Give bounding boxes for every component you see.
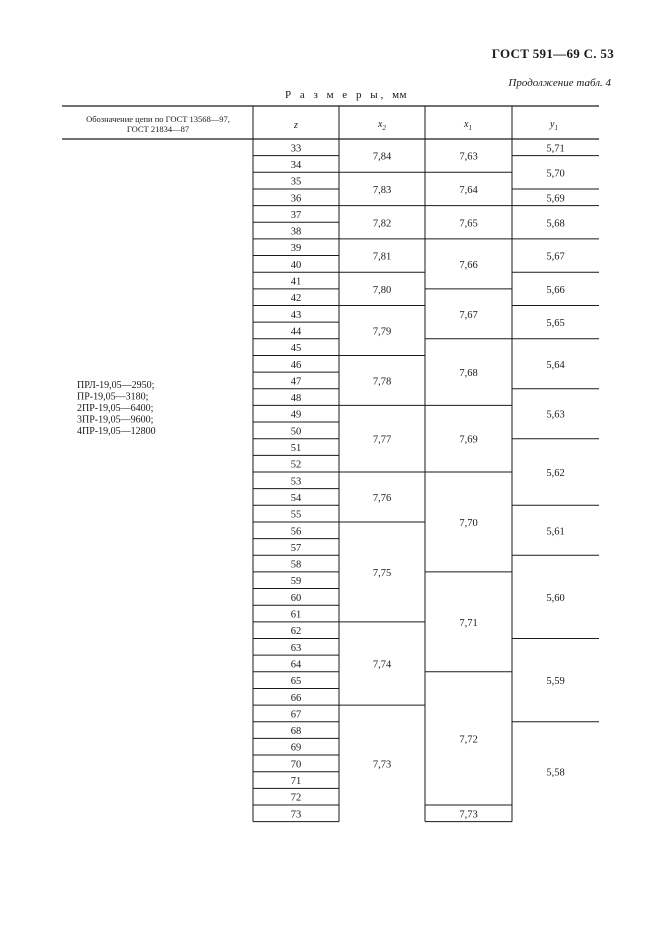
x2-value: 7,78 xyxy=(372,376,392,388)
chain-designations xyxy=(77,380,156,437)
y1-value: 5,60 xyxy=(546,592,565,604)
designation-line: 3ПР-19,05—9600; xyxy=(77,414,154,426)
z-value: 55 xyxy=(290,509,302,521)
z-value: 40 xyxy=(290,259,302,271)
x1-header xyxy=(463,119,472,132)
x1-value: 7,70 xyxy=(459,517,478,529)
z-value: 69 xyxy=(290,742,302,754)
y1-value: 5,69 xyxy=(546,193,565,205)
x1-value: 7,64 xyxy=(459,184,478,196)
x2-value: 7,75 xyxy=(372,567,392,579)
z-value: 37 xyxy=(290,209,302,221)
designation-line: ПРЛ-19,05—2950; xyxy=(77,380,155,391)
z-value: 33 xyxy=(290,143,302,155)
x2-value: 7,82 xyxy=(372,218,392,230)
x2-value: 7,76 xyxy=(372,492,392,504)
z-value: 65 xyxy=(290,676,302,688)
x1-value: 7,68 xyxy=(459,368,478,380)
z-value: 35 xyxy=(290,176,302,188)
y1-value: 5,71 xyxy=(546,143,565,155)
x1-header-letter: x xyxy=(464,119,469,130)
z-value: 62 xyxy=(290,626,302,638)
y1-value: 5,61 xyxy=(546,526,565,538)
x1-value: 7,73 xyxy=(459,809,478,821)
z-value: 43 xyxy=(290,309,302,321)
z-value: 36 xyxy=(290,193,302,205)
z-header: z xyxy=(294,120,298,131)
z-value: 59 xyxy=(290,576,302,588)
x1-value: 7,66 xyxy=(459,259,478,271)
z-value: 50 xyxy=(290,426,302,438)
x1-value: 7,67 xyxy=(459,309,478,321)
z-value: 58 xyxy=(290,559,302,571)
z-value: 34 xyxy=(290,159,302,171)
designation-line: ПР-19,05—3180; xyxy=(77,391,149,403)
z-value: 68 xyxy=(290,726,302,738)
z-value: 64 xyxy=(290,659,302,671)
z-value: 66 xyxy=(290,692,302,704)
z-value: 48 xyxy=(290,393,302,405)
x2-value: 7,73 xyxy=(372,759,392,771)
z-value: 42 xyxy=(290,293,302,305)
x2-value: 7,77 xyxy=(372,434,392,446)
y1-header xyxy=(549,119,558,132)
x1-value: 7,72 xyxy=(459,734,478,746)
designation-line: 2ПР-19,05—6400; xyxy=(77,403,154,414)
x2-header xyxy=(377,119,386,132)
z-value: 45 xyxy=(290,343,302,355)
designation-line: 4ПР-19,05—12800 xyxy=(77,426,156,437)
dimensions-unit: мм xyxy=(392,89,408,101)
y1-value: 5,67 xyxy=(546,251,565,263)
x2-value: 7,80 xyxy=(372,284,392,296)
designation-header: Обозначение цепи по ГОСТ 13568—97, xyxy=(86,114,230,124)
z-value: 39 xyxy=(290,243,302,255)
y1-header-sub: 1 xyxy=(554,124,558,132)
z-value: 72 xyxy=(290,792,302,804)
y1-value: 5,65 xyxy=(546,318,565,330)
z-value: 53 xyxy=(290,476,302,488)
y1-header-letter: y xyxy=(550,119,555,130)
y1-value: 5,63 xyxy=(546,409,565,421)
z-value: 46 xyxy=(290,359,302,371)
z-value: 56 xyxy=(290,526,302,538)
z-value: 73 xyxy=(290,809,302,821)
y1-value: 5,66 xyxy=(546,284,565,296)
x2-value: 7,74 xyxy=(372,659,392,671)
z-value: 57 xyxy=(290,542,302,554)
x1-header-sub: 1 xyxy=(468,124,472,132)
y1-value: 5,70 xyxy=(546,168,565,180)
y1-value: 5,64 xyxy=(546,359,565,371)
z-value: 52 xyxy=(290,459,302,471)
y1-value: 5,58 xyxy=(546,767,565,779)
z-value: 61 xyxy=(290,609,302,621)
z-value: 44 xyxy=(290,326,302,338)
z-value: 70 xyxy=(290,759,302,771)
z-value: 49 xyxy=(290,409,302,421)
x1-column xyxy=(459,152,478,821)
dimensions-text: Р а з м е р ы, xyxy=(285,89,387,101)
x2-value: 7,83 xyxy=(372,184,392,196)
z-value: 47 xyxy=(290,376,302,388)
x1-value: 7,63 xyxy=(459,151,478,163)
z-value: 60 xyxy=(290,592,302,604)
x2-column xyxy=(373,152,392,771)
table-continuation-note: Продолжение табл. 4 xyxy=(508,77,611,89)
z-value: 51 xyxy=(290,443,302,455)
z-column xyxy=(291,143,302,820)
z-value: 38 xyxy=(290,226,302,238)
x2-value: 7,81 xyxy=(372,251,392,263)
z-value: 63 xyxy=(290,642,302,654)
z-value: 41 xyxy=(290,276,302,288)
x2-value: 7,84 xyxy=(372,151,392,163)
x1-value: 7,69 xyxy=(459,434,478,446)
z-value: 67 xyxy=(290,709,302,721)
z-value: 71 xyxy=(290,776,302,788)
page-header: ГОСТ 591—69 С. 53 xyxy=(491,46,614,61)
z-value: 54 xyxy=(290,492,302,504)
designation-header-line2: ГОСТ 21834—87 xyxy=(126,124,190,134)
x2-header-letter: x xyxy=(378,119,383,130)
x1-value: 7,71 xyxy=(459,617,478,629)
x1-value: 7,65 xyxy=(459,218,478,230)
table-grid xyxy=(62,106,599,822)
table-header xyxy=(86,114,558,134)
y1-value: 5,59 xyxy=(546,676,565,688)
y1-value: 5,62 xyxy=(546,468,565,479)
y1-value: 5,68 xyxy=(546,218,565,230)
x2-header-sub: 2 xyxy=(382,124,386,132)
x2-value: 7,79 xyxy=(372,326,392,338)
